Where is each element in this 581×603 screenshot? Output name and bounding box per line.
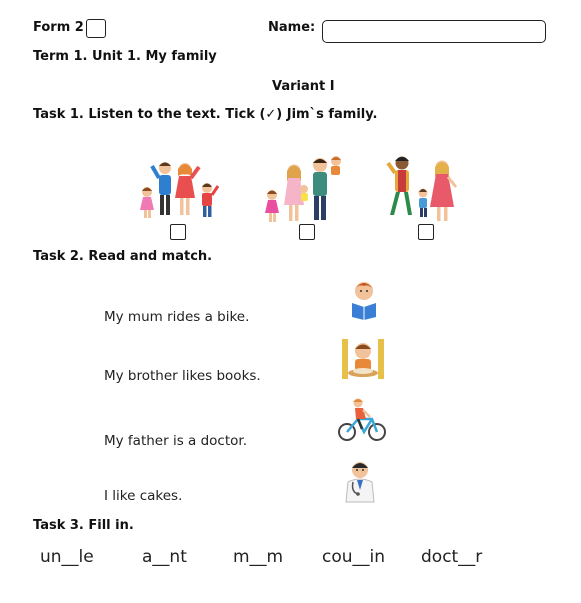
fill-word-4: cou__in <box>322 547 386 567</box>
task2-title: Task 2. Read and match. <box>33 249 213 264</box>
sentence-3: My father is a doctor. <box>104 433 247 449</box>
sentence-4: I like cakes. <box>104 488 183 504</box>
form-number-box[interactable] <box>86 19 106 38</box>
sentence-1: My mum rides a bike. <box>104 309 250 325</box>
fill-word-5: doct__r <box>421 547 483 567</box>
name-field[interactable] <box>322 20 546 43</box>
fill-word-1: un__le <box>40 547 94 567</box>
task3-title: Task 3. Fill in. <box>33 518 134 533</box>
tick-box-family-3[interactable] <box>418 224 434 240</box>
sentence-2: My brother likes books. <box>104 368 261 384</box>
boy-with-cake-icon <box>340 337 386 383</box>
name-label: Name: <box>268 20 316 35</box>
fill-word-2: a__nt <box>142 547 187 567</box>
tick-box-family-2[interactable] <box>299 224 315 240</box>
doctor-icon <box>340 458 380 504</box>
family-icon <box>378 153 468 231</box>
cyclist-icon <box>336 397 388 443</box>
family-icon <box>135 158 225 230</box>
family-icon <box>258 153 348 231</box>
variant-label: Variant I <box>272 79 335 94</box>
task1-title: Task 1. Listen to the text. Tick (✓) Jim`s family. <box>33 107 378 122</box>
unit-title: Term 1. Unit 1. My family <box>33 49 217 64</box>
tick-box-family-1[interactable] <box>170 224 186 240</box>
form-label: Form 2 <box>33 20 84 35</box>
fill-word-3: m__m <box>233 547 284 567</box>
boy-reading-icon <box>344 277 384 321</box>
